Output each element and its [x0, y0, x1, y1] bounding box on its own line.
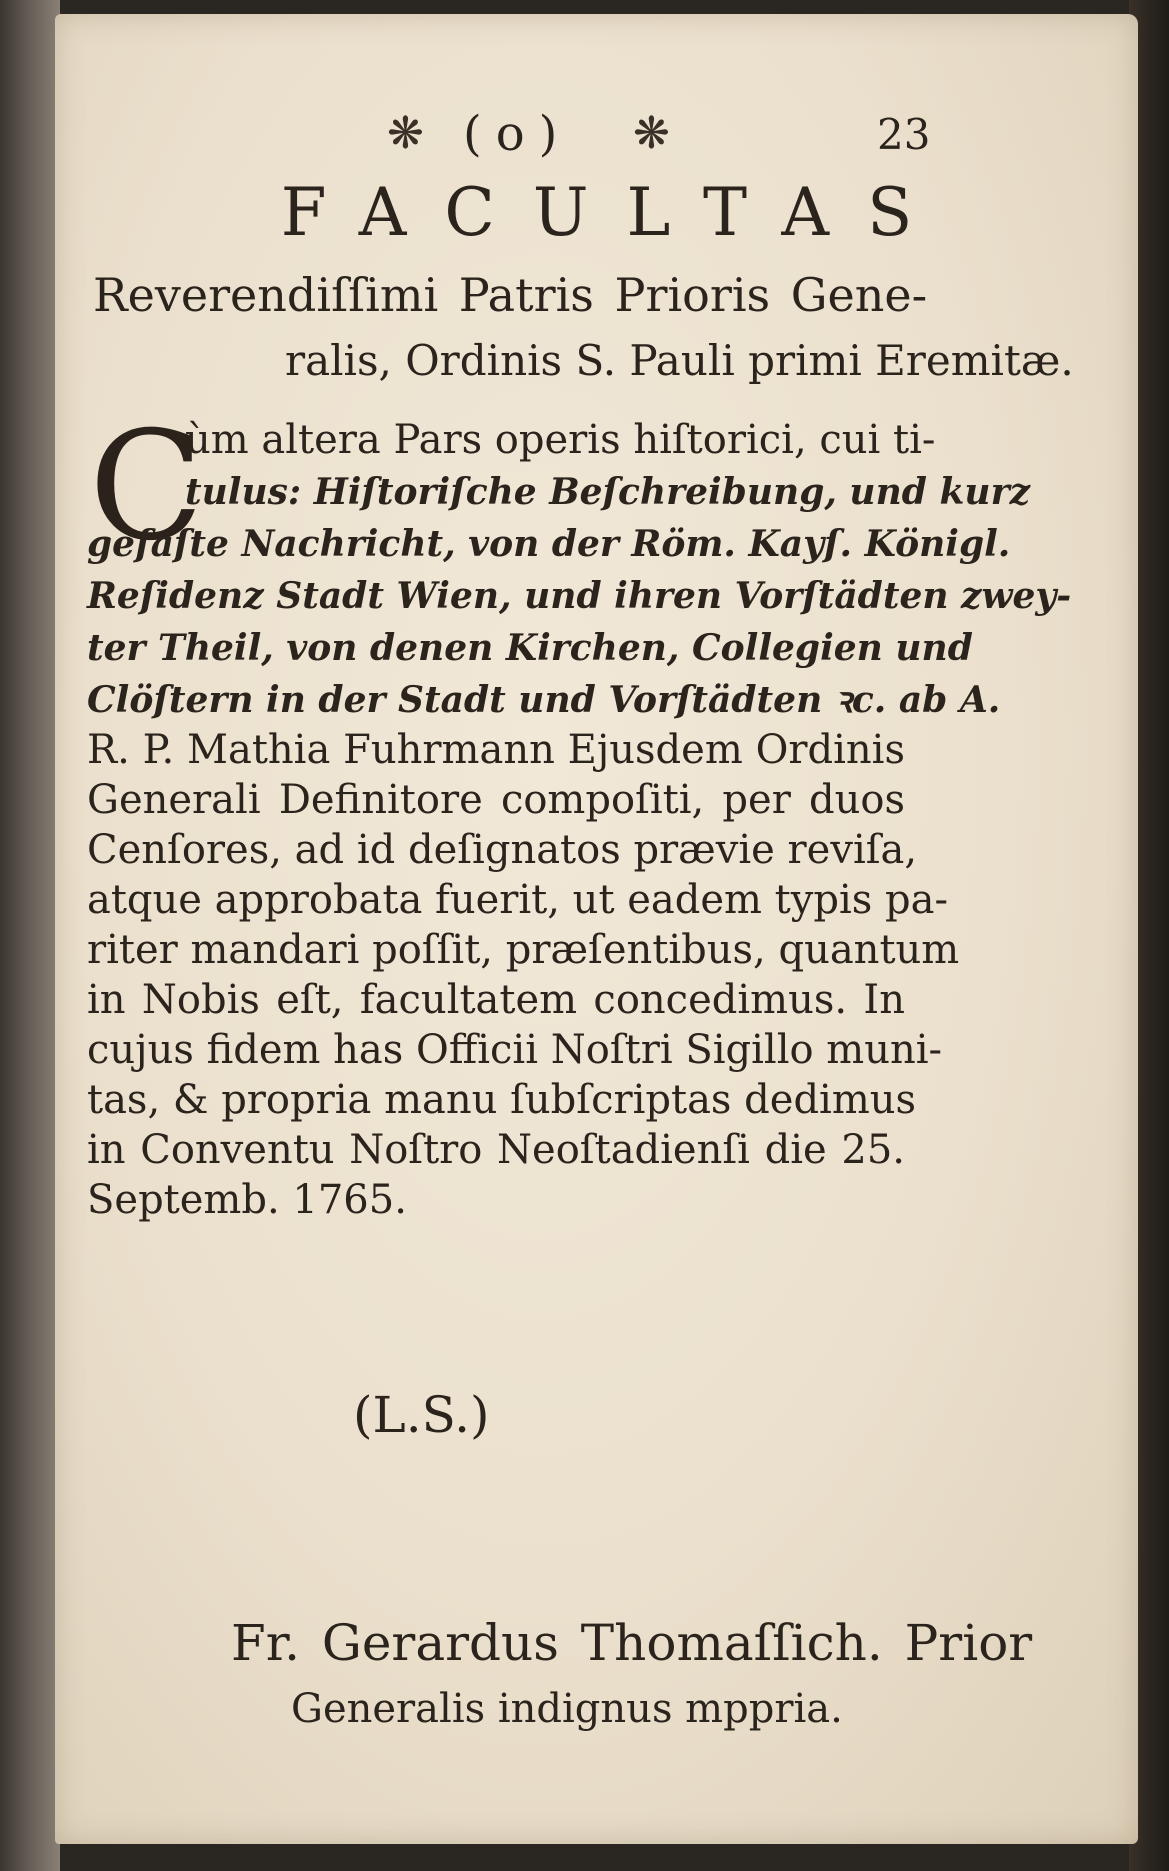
ornament-right-icon: ❋	[633, 108, 670, 159]
body-line-8: Generali Definitore compoſiti, per duos	[87, 777, 905, 823]
page-title: FACULTAS	[280, 174, 951, 251]
body-line-11: riter mandari poſſit, præſentibus, quantum	[87, 927, 960, 973]
page-number: 23	[877, 110, 931, 159]
body-line-13: cujus fidem has Officii Noſtri Sigillo muni-	[87, 1027, 943, 1073]
body-line-1: ùm altera Pars operis hiſtorici, cui ti-	[185, 417, 936, 463]
subtitle-line-2: ralis, Ordinis S. Pauli primi Eremitæ.	[285, 336, 1074, 385]
body-line-9: Cenſores, ad id deſignatos prævie reviſa,	[87, 827, 918, 873]
signature-line-1: Fr. Gerardus Thomaſſich. Prior	[231, 1614, 1033, 1672]
body-line-16: Septemb. 1765.	[87, 1177, 407, 1223]
binding-shadow	[0, 0, 60, 1871]
body-line-10: atque approbata fuerit, ut eadem typis pa-	[87, 877, 948, 923]
body-line-3: gefaſte Nachricht, von der Röm. Kayſ. Königl.	[87, 523, 1011, 565]
body-line-7: R. P. Mathia Fuhrmann Ejusdem Ordinis	[87, 727, 905, 773]
body-line-6: Clöſtern in der Stadt und Vorſtädten ꝛc. ab A.	[87, 679, 1001, 721]
signature-line-2: Generalis indignus mppria.	[291, 1686, 843, 1732]
ornament-left-icon: ❋	[387, 108, 424, 159]
body-line-2: tulus: Hiſtoriſche Beſchreibung, und kurz	[185, 471, 1031, 513]
running-header	[55, 106, 1138, 166]
signature-mark: (o)	[463, 106, 572, 162]
body-line-4: Reſidenz Stadt Wien, und ihren Vorſtädten zwey-	[87, 575, 1072, 617]
body-line-5: ter Theil, von denen Kirchen, Collegien und	[87, 627, 973, 669]
locus-sigilli: (L.S.)	[353, 1386, 490, 1444]
subtitle-line-1: Reverendiſſimi Patris Prioris Gene-	[93, 268, 928, 322]
body-line-15: in Conventu Noſtro Neoſtadienſi die 25.	[87, 1127, 905, 1173]
body-line-14: tas, & propria manu ſubſcriptas dedimus	[87, 1077, 917, 1123]
drop-cap: C	[89, 400, 204, 574]
body-line-12: in Nobis eſt, facultatem concedimus. In	[87, 977, 905, 1023]
book-page	[55, 14, 1138, 1844]
